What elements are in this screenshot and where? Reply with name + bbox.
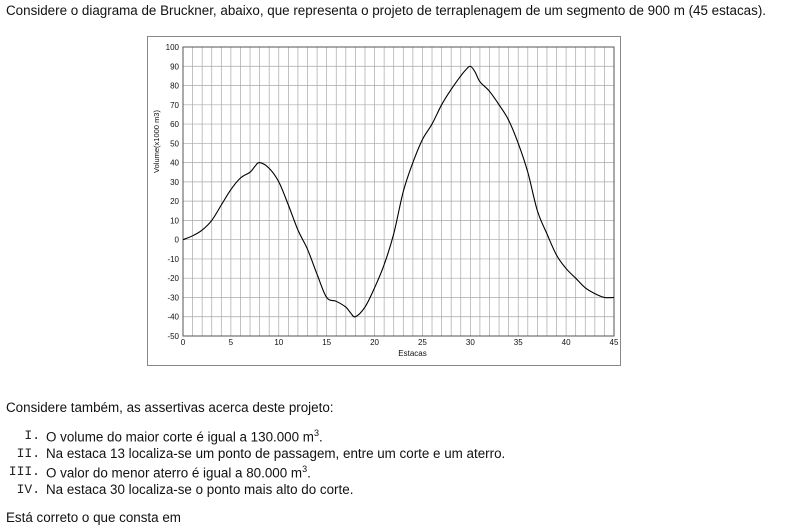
assertion-end: . [318, 429, 323, 445]
x-tick-label: 5 [228, 338, 234, 347]
y-tick-label: 90 [170, 62, 179, 72]
assertion-sup: 3 [313, 428, 319, 438]
y-tick-label: 100 [165, 43, 179, 52]
x-tick-label: 40 [561, 338, 571, 347]
x-tick-label: 0 [180, 338, 186, 347]
y-tick-label: 20 [170, 197, 179, 207]
y-tick-label: 50 [170, 139, 179, 149]
x-tick-label: 25 [417, 338, 427, 347]
y-tick-label: 40 [170, 158, 179, 168]
x-tick-label: 35 [513, 338, 523, 347]
y-tick-label: 60 [170, 120, 179, 130]
plot-area [183, 47, 614, 336]
y-tick-label: 0 [174, 235, 179, 245]
y-tick-label: 80 [170, 81, 179, 91]
assertion-text: Na estaca 13 localiza-se um ponto de passagem, entre um corte e um aterro. [46, 446, 506, 461]
answer-prompt: Está correto o que consta em [6, 510, 181, 525]
bruckner-chart-svg [148, 37, 622, 367]
y-axis-label: Volume(x1000 m3) [152, 110, 161, 173]
y-tick-label: -50 [167, 332, 179, 341]
x-axis-label: Estacas [398, 349, 427, 358]
assertion-text: O volume do maior corte é igual a 130.000 m [46, 429, 314, 445]
question-intro: Considere o diagrama de Bruckner, abaixo, que representa o projeto de terraplenagem de um segmento de 900 m (45 estacas). [6, 3, 766, 18]
y-tick-label: 30 [170, 177, 179, 187]
assertion-numeral: II. [16, 446, 40, 461]
y-tick-label: 70 [170, 100, 179, 110]
assertion-text: O valor do menor aterro é igual a 80.000 m [46, 465, 303, 481]
x-tick-label: 20 [370, 338, 380, 347]
assertion-text: Na estaca 30 localiza-se o ponto mais alto do corte. [46, 482, 354, 497]
y-tick-label: 10 [170, 216, 179, 226]
y-tick-label: -20 [167, 274, 179, 284]
y-tick-label: -40 [167, 312, 179, 322]
x-tick-label: 30 [465, 338, 475, 347]
y-tick-label: -30 [167, 293, 179, 303]
y-tick-label: -10 [167, 254, 179, 264]
bruckner-chart [147, 36, 621, 366]
assertion-numeral: IV. [16, 482, 40, 497]
consider-text: Considere também, as assertivas acerca deste projeto: [6, 400, 334, 415]
assertion-numeral: I. [24, 428, 40, 443]
assertion-sup: 3 [302, 464, 308, 474]
assertion-end: . [307, 465, 311, 481]
x-tick-label: 45 [609, 338, 619, 347]
x-tick-label: 10 [274, 338, 284, 347]
x-tick-label: 15 [322, 338, 332, 347]
assertion-numeral: III. [8, 464, 40, 479]
